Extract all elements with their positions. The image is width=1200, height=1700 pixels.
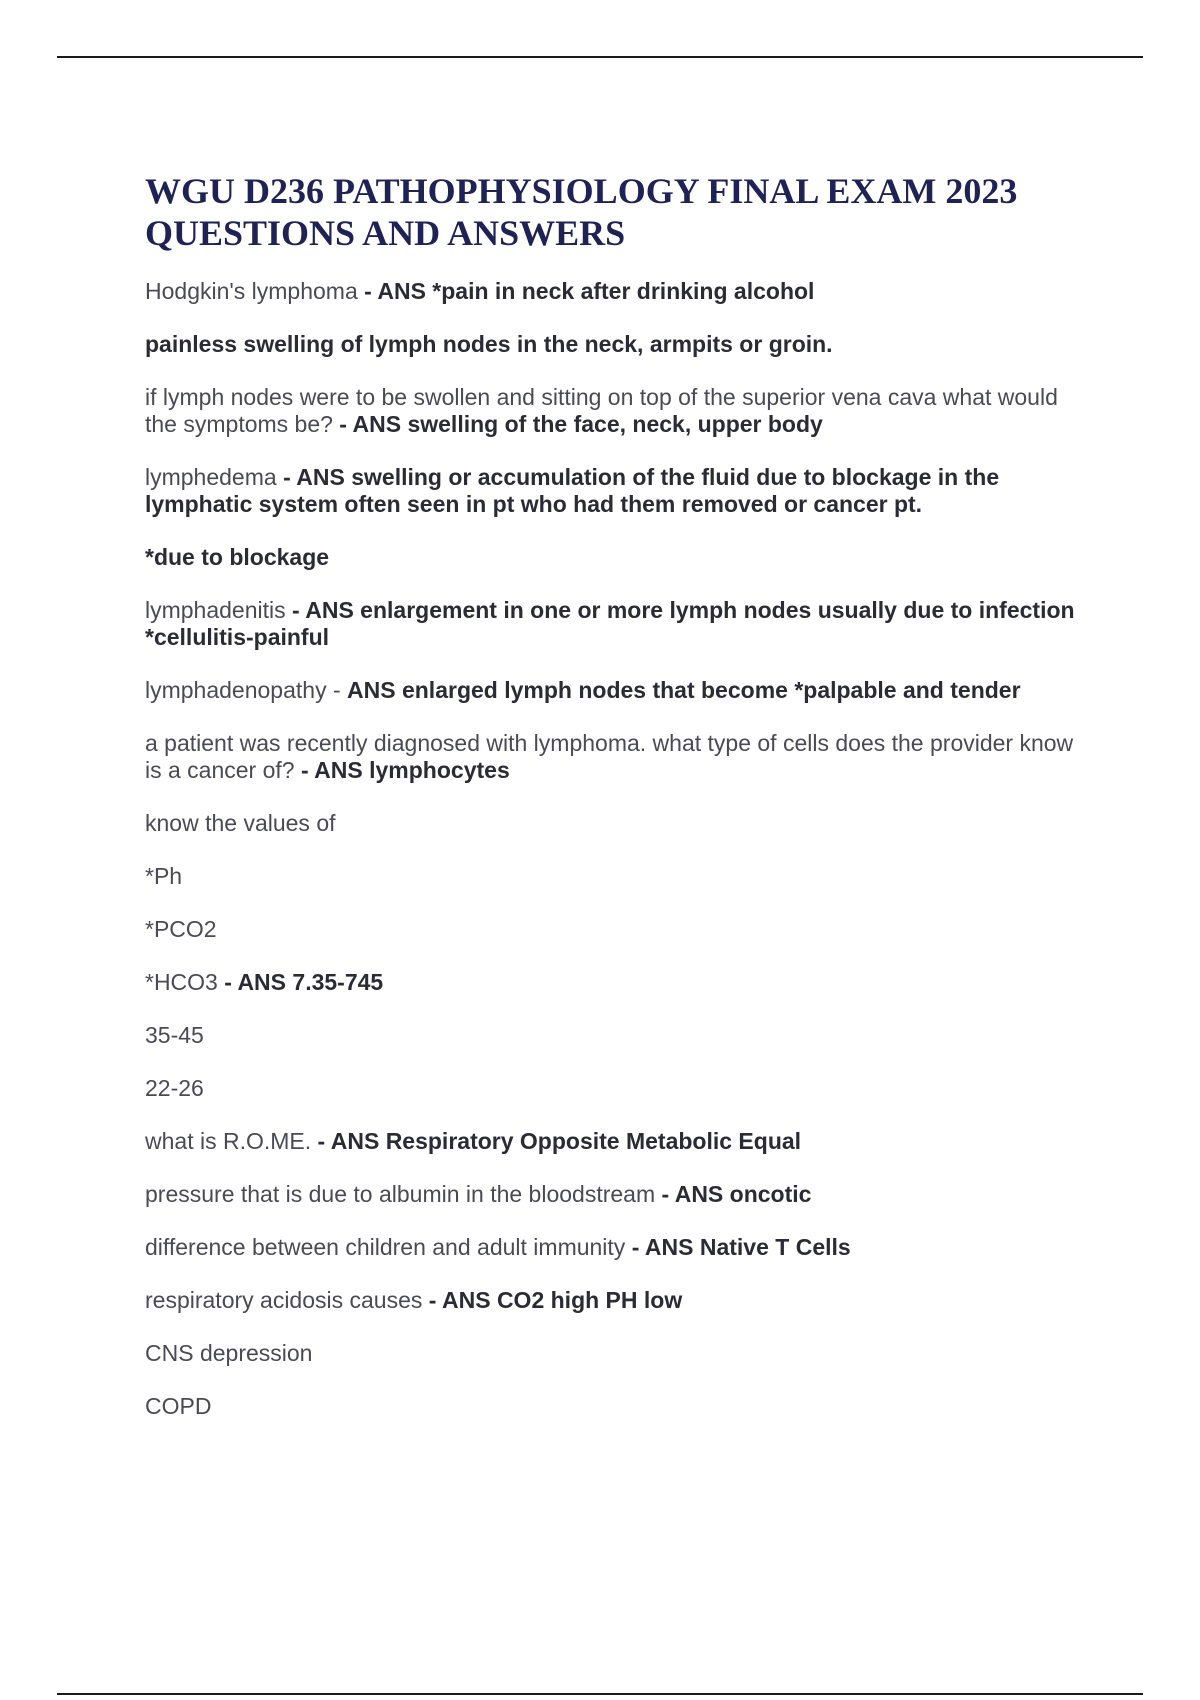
- qa-entry: [145, 1234, 1075, 1261]
- question-text: know the values of: [145, 810, 336, 836]
- answer-text: - ANS Respiratory Opposite Metabolic Equal: [311, 1128, 802, 1154]
- question-text: *PCO2: [145, 916, 217, 942]
- qa-entry: [145, 1181, 1075, 1208]
- bottom-rule: [57, 1693, 1143, 1695]
- qa-entry: [145, 544, 1075, 571]
- question-text: *Ph: [145, 863, 183, 889]
- question-text: if lymph nodes were to be swollen and sitting on top of the superior vena cava what would the symptoms be?: [145, 384, 1058, 437]
- qa-entry: [145, 1287, 1075, 1314]
- answer-text: - ANS 7.35-745: [217, 969, 384, 995]
- document-title: [145, 170, 1075, 254]
- title-line-1: WGU D236 PATHOPHYSIOLOGY FINAL EXAM 2023: [145, 171, 1018, 211]
- question-text: 22-26: [145, 1075, 204, 1101]
- answer-text: - ANS Native T Cells: [625, 1234, 851, 1260]
- qa-entry: [145, 384, 1075, 438]
- answer-text: - ANS *pain in neck after drinking alcohol: [357, 278, 815, 304]
- question-text: COPD: [145, 1393, 212, 1419]
- answer-text: - ANS swelling of the face, neck, upper body: [332, 411, 823, 437]
- answer-text: - ANS CO2 high PH low: [422, 1287, 683, 1313]
- question-text: pressure that is due to albumin in the bloodstream: [145, 1181, 656, 1207]
- question-text: CNS depression: [145, 1340, 313, 1366]
- answer-text: painless swelling of lymph nodes in the neck, armpits or groin.: [145, 331, 833, 357]
- top-rule: [57, 56, 1143, 58]
- qa-entry: [145, 916, 1075, 943]
- qa-entry: [145, 730, 1075, 784]
- qa-entry: [145, 331, 1075, 358]
- qa-entry: [145, 464, 1075, 518]
- question-text: lymphadenitis: [145, 597, 286, 623]
- qa-entry: [145, 1340, 1075, 1367]
- qa-entry: [145, 597, 1075, 651]
- qa-entry: [145, 1393, 1075, 1420]
- question-text: lymphedema: [145, 464, 277, 490]
- qa-entry: [145, 677, 1075, 704]
- qa-entry: [145, 863, 1075, 890]
- qa-entry: [145, 1128, 1075, 1155]
- qa-entry: [145, 810, 1075, 837]
- answer-text: - ANS enlargement in one or more lymph nodes usually due to infection *cellulitis-painful: [145, 597, 1075, 650]
- answer-text: - ANS oncotic: [655, 1181, 812, 1207]
- title-line-2: QUESTIONS AND ANSWERS: [145, 213, 626, 253]
- question-text: lymphadenopathy -: [145, 677, 348, 703]
- question-text: respiratory acidosis causes: [145, 1287, 423, 1313]
- question-text: what is R.O.ME.: [145, 1128, 312, 1154]
- qa-entry: [145, 969, 1075, 996]
- qa-entry: [145, 1022, 1075, 1049]
- answer-text: ANS enlarged lymph nodes that become *palpable and tender: [347, 677, 1021, 703]
- question-text: 35-45: [145, 1022, 204, 1048]
- answer-text: - ANS lymphocytes: [294, 757, 510, 783]
- answer-text: *due to blockage: [145, 544, 330, 570]
- question-text: difference between children and adult immunity: [145, 1234, 626, 1260]
- question-text: a patient was recently diagnosed with lymphoma. what type of cells does the provider know is a cancer of?: [145, 730, 1074, 783]
- qa-entry: [145, 278, 1075, 305]
- question-text: Hodgkin's lymphoma: [145, 278, 358, 304]
- qa-entry: [145, 1075, 1075, 1102]
- document-body: [145, 170, 1075, 1446]
- question-text: *HCO3: [145, 969, 218, 995]
- answer-text: - ANS swelling or accumulation of the fluid due to blockage in the lymphatic system often seen in pt who had them removed or cancer pt.: [145, 464, 1000, 517]
